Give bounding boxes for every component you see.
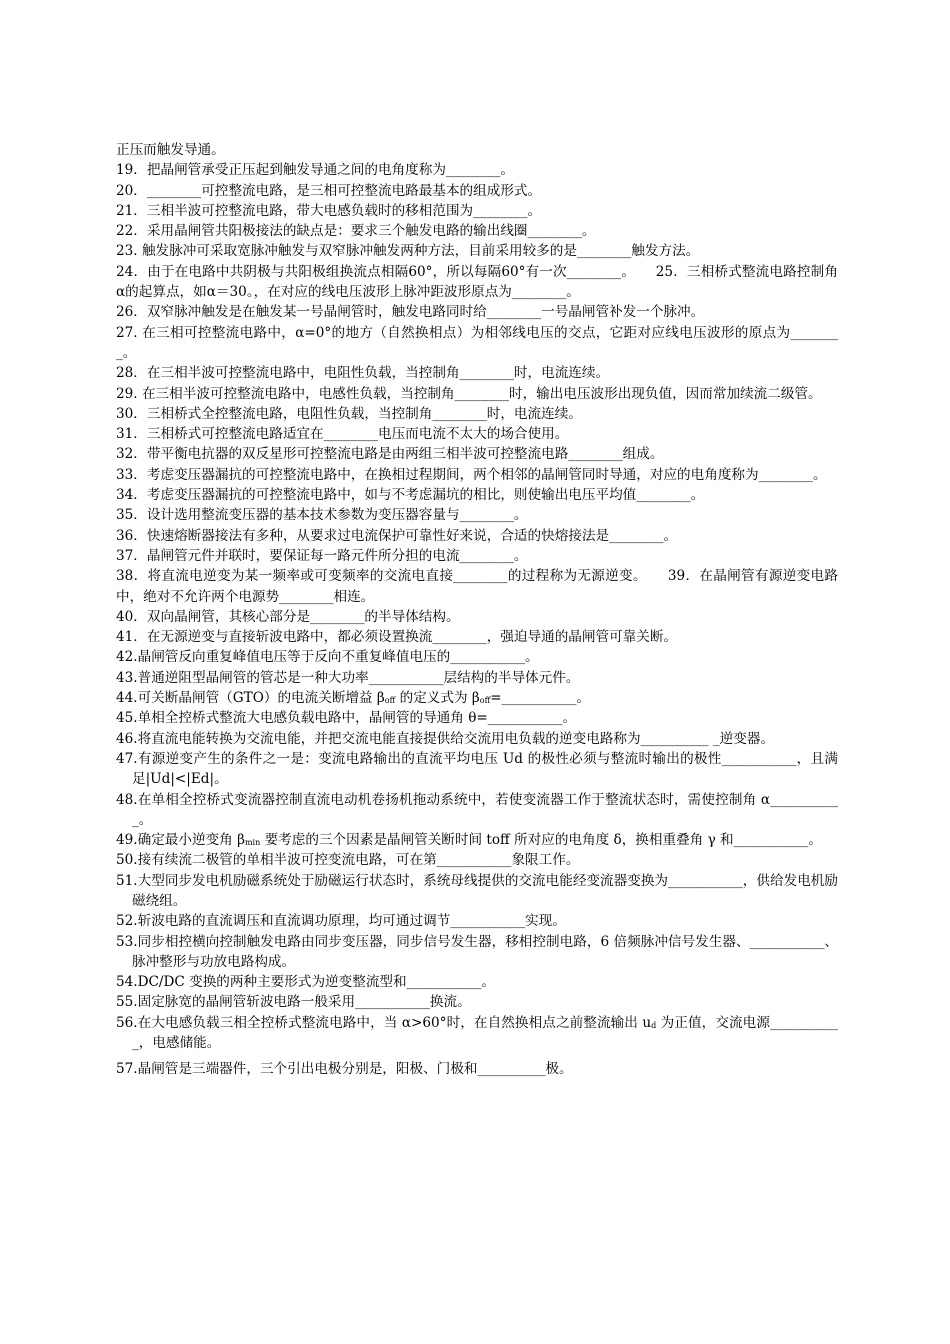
q56-subscript: d — [651, 1020, 657, 1030]
question-52: 52.斩波电路的直流调压和直流调功原理，均可通过调节___________实现。 — [116, 913, 566, 930]
question-42: 42.晶闸管反向重复峰值电压等于反向不重复峰值电压的___________。 — [116, 649, 539, 666]
question-50: 50.接有续流二极管的单相半波可控变流电路，可在第___________象限工作。 — [116, 852, 580, 869]
document-page — [116, 140, 838, 1080]
question-41: 41．在无源逆变与直接斩波电路中，都必须设置换流________，强迫导通的晶闸管可靠关断。 — [116, 629, 678, 646]
q44-text-a: 44.可关断晶闸管（GTO）的电流关断增益 β — [116, 690, 385, 707]
question-55: 55.固定脉宽的晶闸管斩波电路一般采用___________换流。 — [116, 994, 471, 1011]
question-29: 29. 在三相半波可控整流电路中，电感性负载，当控制角________时，输出电压波形出现负值，因而常加续流二级管。 — [116, 385, 822, 402]
q44-text-b: 的定义式为 β — [395, 690, 480, 707]
question-34: 34．考虑变压器漏抗的可控整流电路中，如与不考虑漏坑的相比，则使输出电压平均值________。 — [116, 487, 705, 504]
question-35: 35．设计选用整流变压器的基本技术参数为变压器容量与________。 — [116, 507, 528, 524]
question-47: 47.有源逆变产生的条件之一是：变流电路输出的直流平均电压 Ud 的极性必须与整流时输出的极性___________，且满足|Ud|<|Ed|。 — [116, 750, 838, 788]
question-57: 57.晶闸管是三端器件，三个引出电极分别是，阳极、门极和__________极。 — [116, 1061, 573, 1078]
question-54: 54.DC/DC 变换的两种主要形式为逆变整流型和___________。 — [116, 974, 495, 991]
question-38-39: 38．将直流电逆变为某一频率或可变频率的交流电直接________的过程称为无源逆变。 39．在晶闸管有源逆变电路中，绝对不允许两个电源势________相连。 — [116, 568, 838, 605]
q56-text-b: 为正值，交流电源___________，电感储能。 — [132, 1014, 838, 1052]
question-37: 37．晶闸管元件并联时，要保证每一路元件所分担的电流________。 — [116, 547, 528, 564]
q44-subscript-1: off — [384, 696, 396, 706]
q44-subscript-2: off — [479, 696, 491, 706]
question-31: 31．三相桥式可控整流电路适宜在________电压而电流不太大的场合使用。 — [116, 426, 569, 443]
text-line: 正压而触发导通。 — [116, 142, 225, 158]
question-20: 20．________可控整流电路，是三相可控整流电路最基本的组成形式。 — [116, 182, 542, 199]
question-44 — [116, 688, 838, 708]
question-40: 40．双向晶闸管，其核心部分是________的半导体结构。 — [116, 608, 460, 625]
q49-text-b: 要考虑的三个因素是晶闸管关断时间 toff 所对应的电角度 δ，换相重叠角 γ 和___________。 — [260, 832, 822, 849]
q44-text-c: =___________。 — [490, 690, 591, 707]
q56-text-a: 56.在大电感负载三相全控桥式整流电路中，当 α>60°时，在自然换相点之前整流输出 u — [116, 1014, 652, 1031]
question-51: 51.大型同步发电机励磁系统处于励磁运行状态时，系统母线提供的交流电能经变流器变换为___________，供给发电机励磁绕组。 — [116, 872, 838, 909]
question-45: 45.单相全控桥式整流大电感负载电路中，晶闸管的导通角 θ=___________。 — [116, 710, 577, 727]
question-26: 26．双窄脉冲触发是在触发某一号晶闸管时，触发电路同时给________一号晶闸管补发一个脉冲。 — [116, 304, 705, 321]
question-46: 46.将直流电能转换为交流电能，并把交流电能直接提供给交流用电负载的逆变电路称为__________ _逆变器。 — [116, 730, 775, 747]
question-30: 30．三相桥式全控整流电路，电阻性负载，当控制角________时，电流连续。 — [116, 405, 582, 422]
question-23: 23. 触发脉冲可采取宽脉冲触发与双窄脉冲触发两种方法，目前采用较多的是________触发方法。 — [116, 243, 700, 260]
question-32: 32．带平衡电抗器的双反星形可控整流电路是由两组三相半波可控整流电路________组成。 — [116, 446, 664, 463]
question-49 — [116, 830, 838, 850]
question-21: 21．三相半波可控整流电路，带大电感负载时的移相范围为________。 — [116, 202, 542, 219]
question-28: 28．在三相半波可控整流电路中，电阻性负载，当控制角________时，电流连续。 — [116, 365, 610, 382]
question-36: 36．快速熔断器接法有多种，从要求过电流保护可靠性好来说，合适的快熔接法是________。 — [116, 527, 678, 544]
question-22: 22．采用晶闸管共阳极接法的缺点是：要求三个触发电路的输出线圈________。 — [116, 223, 596, 240]
question-24-25: 24．由于在电路中共阴极与共阳极组换流点相隔60°，所以每隔60°有一次________。 25．三相桥式整流电路控制角α的起算点，如α＝30。，在对应的线电压波形上脉冲距波形原点为________。 — [116, 263, 838, 301]
question-19: 19．把晶闸管承受正压起到触发导通之间的电角度称为________。 — [116, 162, 514, 179]
question-33: 33．考虑变压器漏抗的可控整流电路中，在换相过程期间，两个相邻的晶闸管同时导通，对应的电角度称为________。 — [116, 466, 827, 483]
question-27: 27. 在三相可控整流电路中，α=0°的地方（自然换相点）为相邻线电压的交点，它距对应线电压波形的原点为________。 — [116, 324, 838, 361]
question-53: 53.同步相控横向控制触发电路由同步变压器，同步信号发生器，移相控制电路，6 倍频脉冲信号发生器、___________、脉冲整形与功放电路构成。 — [116, 933, 838, 970]
q49-text-a: 49.确定最小逆变角 β — [116, 832, 245, 849]
q49-subscript: min — [244, 838, 261, 848]
question-48: 48.在单相全控桥式变流器控制直流电动机卷扬机拖动系统中，若使变流器工作于整流状态时，需使控制角 α___________。 — [116, 791, 838, 828]
question-43: 43.普通逆阻型晶闸管的管芯是一种大功率___________层结构的半导体元件。 — [116, 669, 580, 686]
question-56 — [116, 1013, 838, 1054]
